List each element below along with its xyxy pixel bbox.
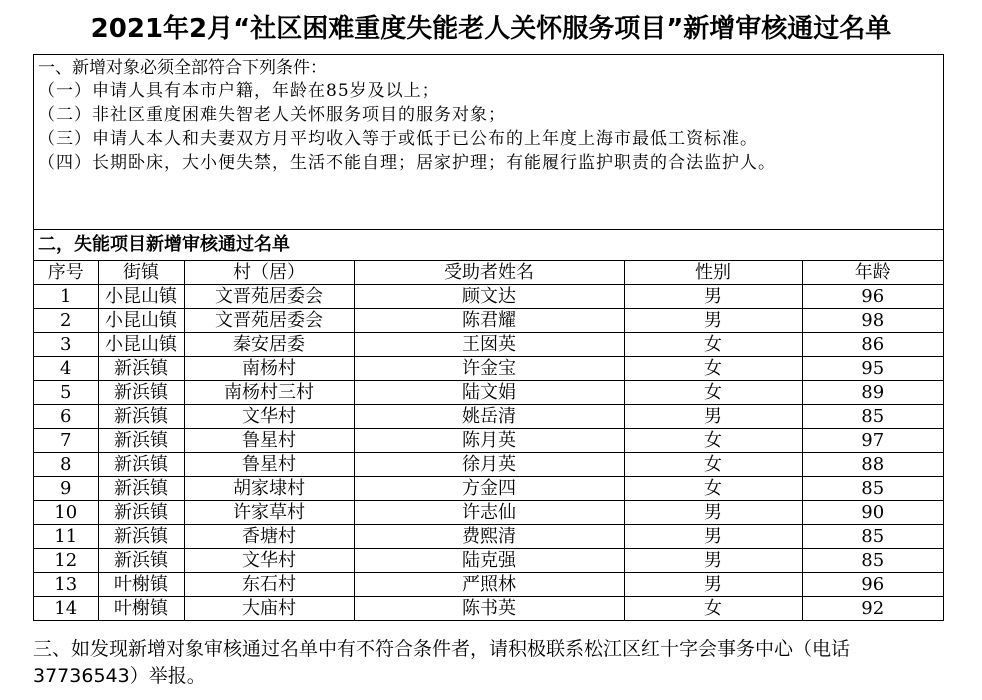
cell-age: 98 [802,309,943,333]
cell-name: 方金四 [354,477,624,501]
conditions-section [34,55,943,230]
cell-age: 92 [802,597,943,621]
header-village: 村（居） [184,261,354,285]
cell-name: 费熙清 [354,525,624,549]
cell-village: 秦安居委 [184,333,354,357]
cell-index: 3 [34,333,98,357]
cell-gender: 女 [624,597,802,621]
cell-gender: 男 [624,309,802,333]
table-row [34,333,943,357]
cell-town: 叶榭镇 [98,573,184,597]
cell-name: 许金宝 [354,357,624,381]
cell-gender: 女 [624,357,802,381]
conditions-heading: 一、新增对象必须全部符合下列条件： [38,58,327,78]
cell-index: 11 [34,525,98,549]
header-gender: 性别 [624,261,802,285]
table-row [34,429,943,453]
table-row [34,525,943,549]
cell-village: 南杨村 [184,357,354,381]
cell-gender: 男 [624,573,802,597]
approved-list-table [34,261,943,621]
cell-name: 严照林 [354,573,624,597]
cell-village: 文华村 [184,549,354,573]
cell-town: 新浜镇 [98,501,184,525]
cell-name: 陈君耀 [354,309,624,333]
cell-village: 大庙村 [184,597,354,621]
cell-name: 王囡英 [354,333,624,357]
cell-index: 1 [34,285,98,309]
cell-age: 86 [802,333,943,357]
cell-name: 顾文达 [354,285,624,309]
cell-age: 88 [802,453,943,477]
cell-town: 新浜镇 [98,453,184,477]
cell-village: 许家草村 [184,501,354,525]
cell-age: 97 [802,429,943,453]
cell-index: 2 [34,309,98,333]
cell-town: 新浜镇 [98,477,184,501]
header-name: 受助者姓名 [354,261,624,285]
cell-village: 鲁星村 [184,429,354,453]
table-header-row [34,261,943,285]
cell-gender: 女 [624,429,802,453]
cell-age: 85 [802,405,943,429]
cell-name: 陆文娟 [354,381,624,405]
cell-town: 新浜镇 [98,525,184,549]
cell-town: 新浜镇 [98,405,184,429]
cell-village: 文晋苑居委会 [184,309,354,333]
cell-index: 12 [34,549,98,573]
header-age: 年龄 [802,261,943,285]
cell-village: 鲁星村 [184,453,354,477]
cell-town: 叶榭镇 [98,597,184,621]
cell-gender: 女 [624,333,802,357]
cell-town: 新浜镇 [98,549,184,573]
table-row [34,477,943,501]
cell-gender: 女 [624,381,802,405]
cell-name: 姚岳清 [354,405,624,429]
cell-age: 85 [802,549,943,573]
table-row [34,501,943,525]
cell-gender: 男 [624,405,802,429]
header-town: 街镇 [98,261,184,285]
cell-index: 6 [34,405,98,429]
table-row [34,549,943,573]
cell-name: 陈月英 [354,429,624,453]
cell-index: 4 [34,357,98,381]
table-row [34,381,943,405]
cell-gender: 男 [624,501,802,525]
cell-index: 10 [34,501,98,525]
cell-age: 96 [802,573,943,597]
cell-gender: 男 [624,549,802,573]
cell-index: 8 [34,453,98,477]
cell-gender: 男 [624,525,802,549]
cell-village: 香塘村 [184,525,354,549]
condition-2: （二）非社区重度困难失智老人关怀服务项目的服务对象； [38,105,506,125]
cell-village: 文华村 [184,405,354,429]
table-row [34,309,943,333]
cell-town: 小昆山镇 [98,333,184,357]
cell-village: 胡家埭村 [184,477,354,501]
cell-age: 85 [802,525,943,549]
cell-age: 85 [802,477,943,501]
table-row [34,453,943,477]
cell-village: 文晋苑居委会 [184,285,354,309]
cell-age: 95 [802,357,943,381]
table-row [34,597,943,621]
cell-town: 新浜镇 [98,357,184,381]
condition-4: （四）长期卧床，大小便失禁，生活不能自理；居家护理；有能履行监护职责的合法监护人。 [38,153,776,173]
document-sheet [33,54,944,621]
document-title: 2021年2月“社区困难重度失能老人关怀服务项目”新增审核通过名单 [90,14,892,44]
cell-name: 陈书英 [354,597,624,621]
cell-village: 南杨村三村 [184,381,354,405]
condition-3: （三）申请人本人和夫妻双方月平均收入等于或低于已公布的上年度上海市最低工资标准。 [38,129,758,149]
cell-gender: 女 [624,477,802,501]
table-row [34,285,943,309]
cell-name: 徐月英 [354,453,624,477]
cell-index: 14 [34,597,98,621]
cell-gender: 男 [624,285,802,309]
cell-town: 小昆山镇 [98,285,184,309]
table-row [34,573,943,597]
cell-index: 7 [34,429,98,453]
cell-town: 新浜镇 [98,429,184,453]
cell-age: 90 [802,501,943,525]
table-row [34,357,943,381]
cell-name: 许志仙 [354,501,624,525]
cell-town: 新浜镇 [98,381,184,405]
table-row [34,405,943,429]
approved-list-heading: 二，失能项目新增审核通过名单 [34,230,943,261]
report-notice: 三、如发现新增对象审核通过名单中有不符合条件者，请积极联系松江区红十字会事务中心（电话37736543）举报。 [33,638,851,687]
cell-index: 9 [34,477,98,501]
cell-index: 5 [34,381,98,405]
cell-age: 89 [802,381,943,405]
cell-town: 小昆山镇 [98,309,184,333]
cell-index: 13 [34,573,98,597]
cell-gender: 女 [624,453,802,477]
cell-name: 陆克强 [354,549,624,573]
cell-village: 东石村 [184,573,354,597]
table-body [34,285,943,621]
cell-age: 96 [802,285,943,309]
header-index: 序号 [34,261,98,285]
condition-1: （一）申请人具有本市户籍，年龄在85岁及以上； [38,81,440,101]
